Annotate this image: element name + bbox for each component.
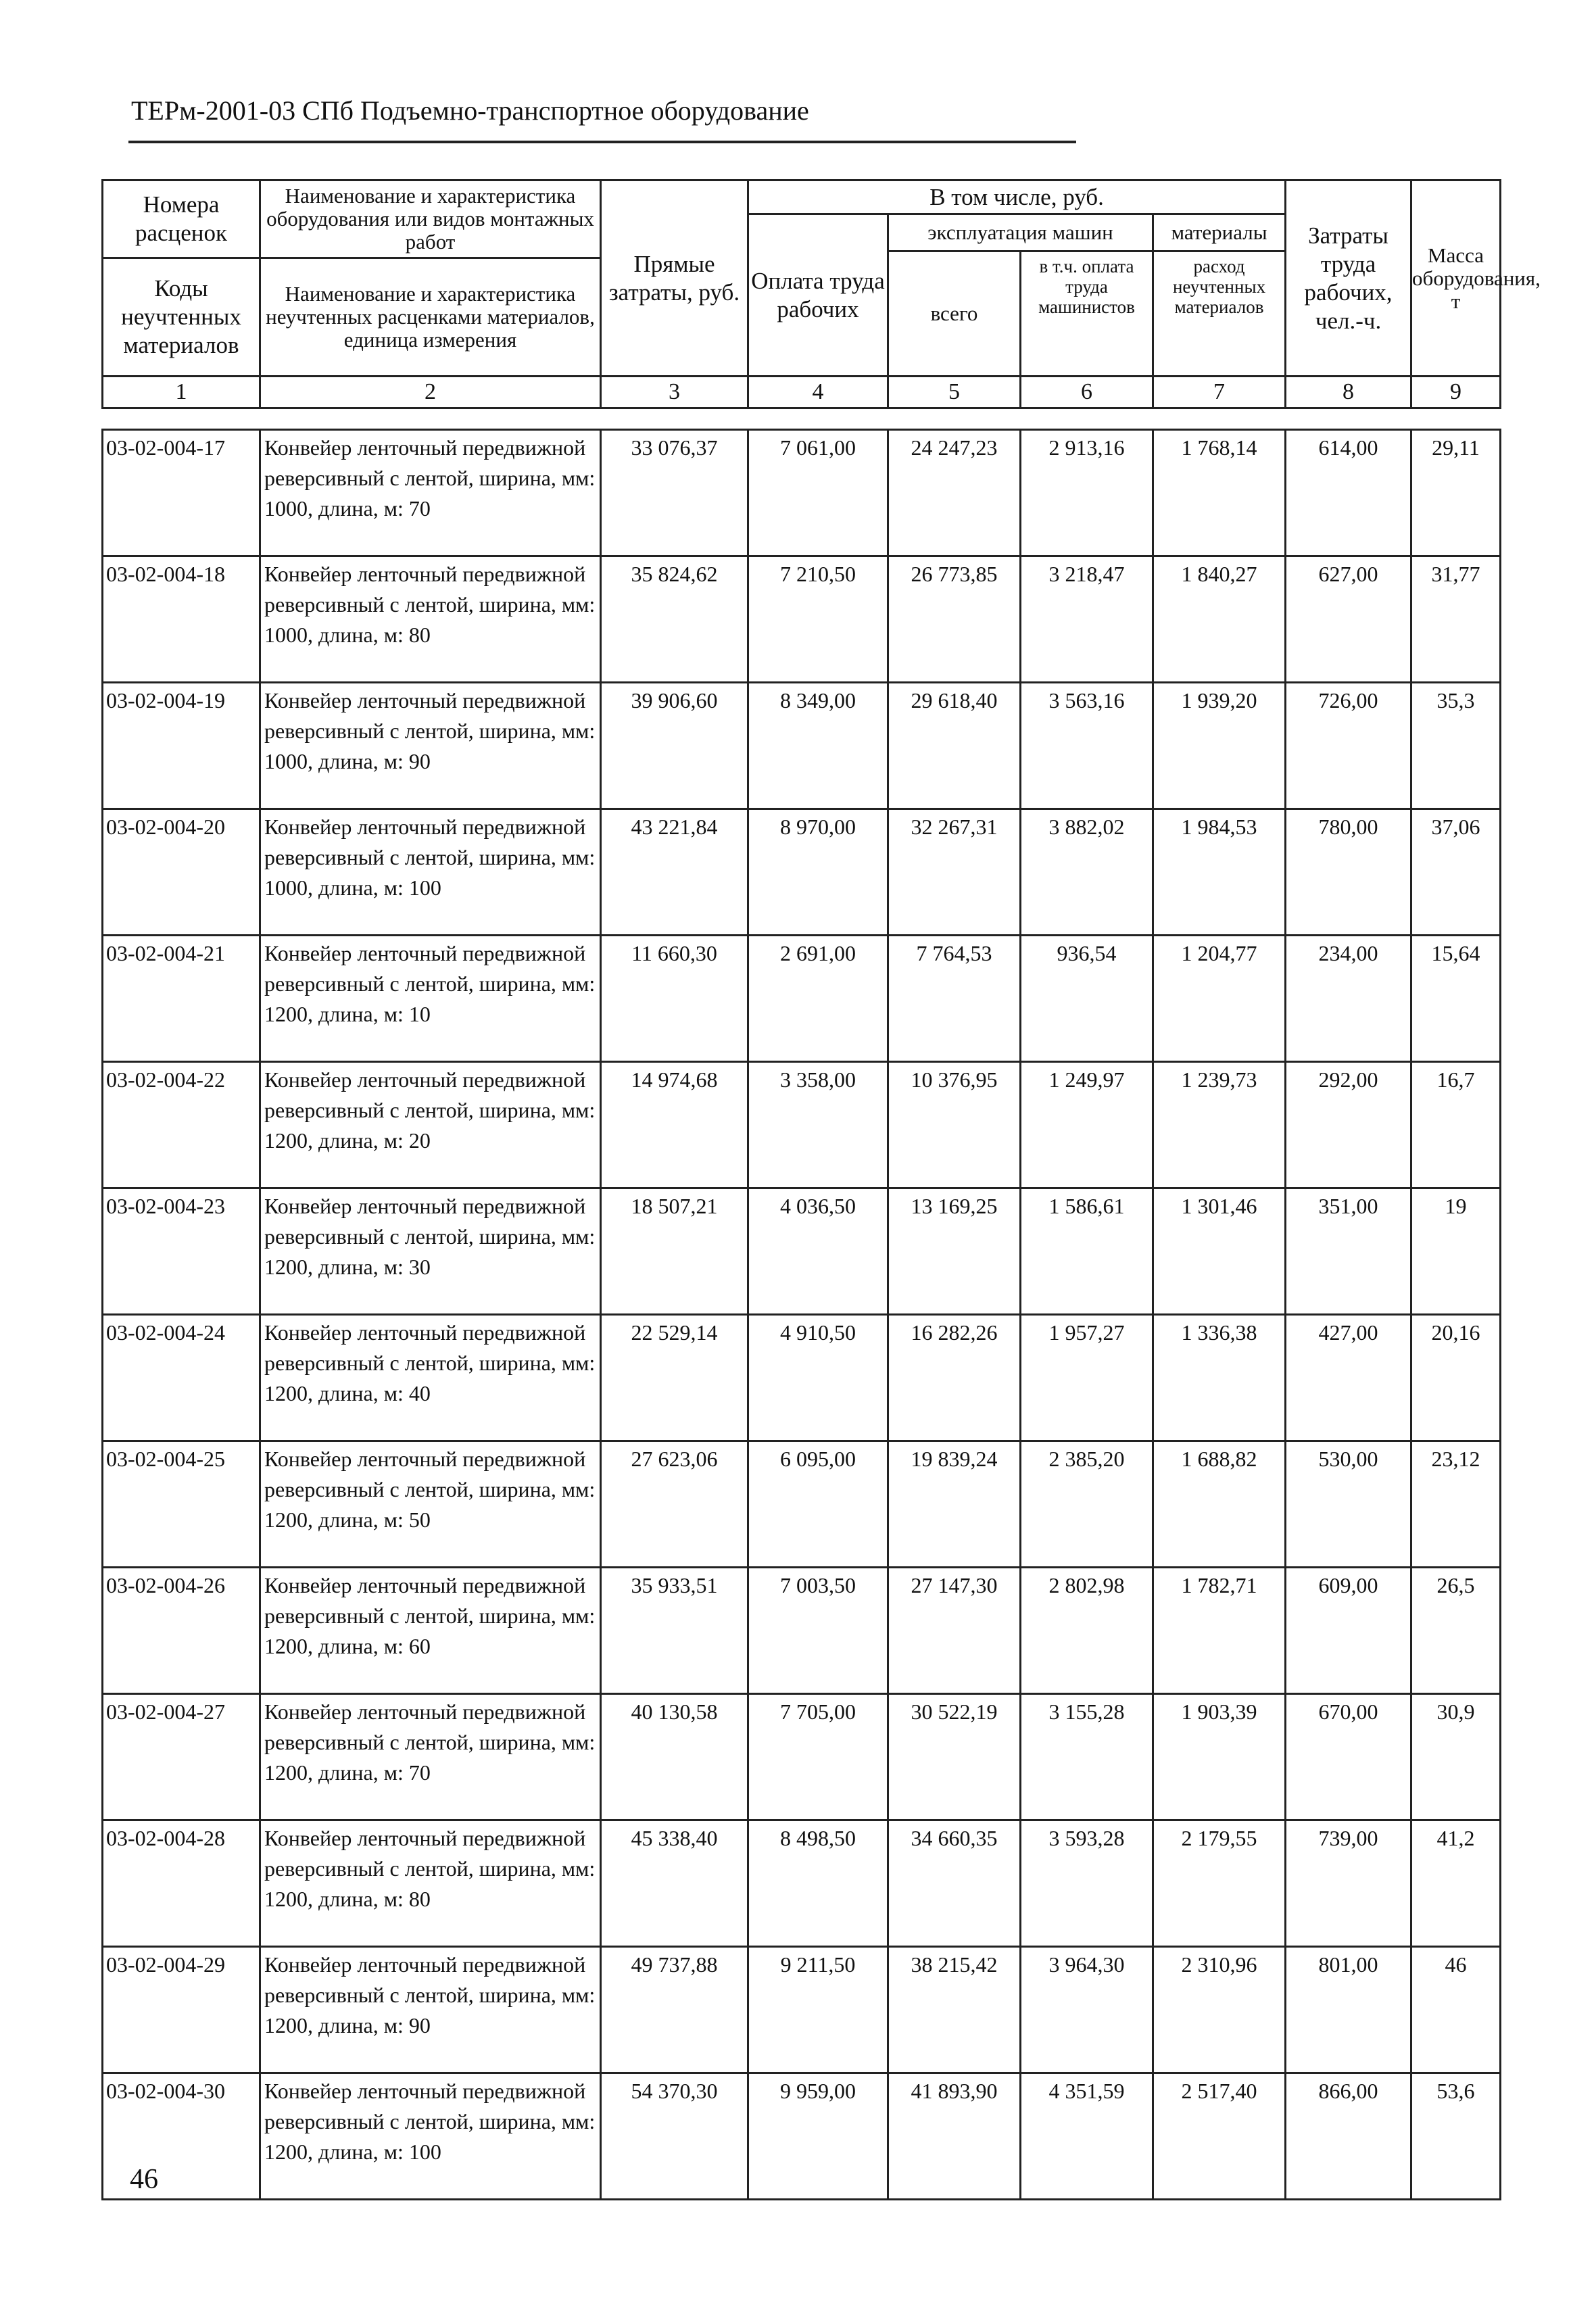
machines-total-cell: 19 839,24	[888, 1441, 1021, 1568]
worker-pay-cell: 8 970,00	[748, 809, 888, 936]
header-machinists-pay: в т.ч. оплата труда машинистов	[1021, 251, 1153, 377]
machinists-pay-cell: 1 957,27	[1021, 1315, 1153, 1441]
rate-code-cell: 03-02-004-27	[103, 1694, 260, 1820]
labor-hours-cell: 866,00	[1286, 2073, 1411, 2200]
labor-hours-cell: 234,00	[1286, 936, 1411, 1062]
column-number: 7	[1153, 377, 1286, 408]
labor-hours-cell: 670,00	[1286, 1694, 1411, 1820]
unaccounted-materials-cell: 1 688,82	[1153, 1441, 1286, 1568]
labor-hours-cell: 614,00	[1286, 430, 1411, 556]
machinists-pay-cell: 4 351,59	[1021, 2073, 1153, 2200]
rate-name-cell: Конвейер ленточный передвижной реверсивный с лентой, ширина, мм: 1200, длина, м: 10	[260, 936, 601, 1062]
header-materials: материалы	[1153, 214, 1286, 251]
page-header-title: ТЕРм-2001-03 СПб Подъемно-транспортное оборудование	[131, 95, 809, 126]
table-row	[103, 556, 1501, 683]
equipment-mass-cell: 37,06	[1411, 809, 1501, 936]
column-number: 4	[748, 377, 888, 408]
machinists-pay-cell: 3 563,16	[1021, 683, 1153, 809]
machinists-pay-cell: 1 249,97	[1021, 1062, 1153, 1188]
labor-hours-cell: 351,00	[1286, 1188, 1411, 1315]
equipment-mass-cell: 31,77	[1411, 556, 1501, 683]
header-material-names: Наименование и характеристика неучтенных расценками материалов, единица измерения	[260, 258, 601, 377]
equipment-mass-cell: 46	[1411, 1947, 1501, 2073]
header-equipment-mass: Масса оборудования, т	[1411, 180, 1501, 377]
rate-name-cell: Конвейер ленточный передвижной реверсивный с лентой, ширина, мм: 1000, длина, м: 90	[260, 683, 601, 809]
unaccounted-materials-cell: 1 840,27	[1153, 556, 1286, 683]
machinists-pay-cell: 2 385,20	[1021, 1441, 1153, 1568]
direct-costs-cell: 14 974,68	[601, 1062, 748, 1188]
direct-costs-cell: 27 623,06	[601, 1441, 748, 1568]
rate-code-cell: 03-02-004-30	[103, 2073, 260, 2200]
machinists-pay-cell: 2 913,16	[1021, 430, 1153, 556]
worker-pay-cell: 8 349,00	[748, 683, 888, 809]
equipment-mass-cell: 16,7	[1411, 1062, 1501, 1188]
column-number: 6	[1021, 377, 1153, 408]
table-row	[103, 683, 1501, 809]
table-row	[103, 1820, 1501, 1947]
direct-costs-cell: 43 221,84	[601, 809, 748, 936]
rate-name-cell: Конвейер ленточный передвижной реверсивный с лентой, ширина, мм: 1200, длина, м: 20	[260, 1062, 601, 1188]
table-header	[101, 179, 1541, 409]
machinists-pay-cell: 3 218,47	[1021, 556, 1153, 683]
labor-hours-cell: 530,00	[1286, 1441, 1411, 1568]
header-unaccounted-materials: расход неучтенных материалов	[1153, 251, 1286, 377]
machines-total-cell: 16 282,26	[888, 1315, 1021, 1441]
machines-total-cell: 13 169,25	[888, 1188, 1021, 1315]
machines-total-cell: 32 267,31	[888, 809, 1021, 936]
worker-pay-cell: 9 211,50	[748, 1947, 888, 2073]
header-work-name: Наименование и характеристика оборудования или видов монтажных работ	[260, 180, 601, 258]
machines-total-cell: 34 660,35	[888, 1820, 1021, 1947]
table-row	[103, 1568, 1501, 1694]
unaccounted-materials-cell: 1 939,20	[1153, 683, 1286, 809]
column-number: 3	[601, 377, 748, 408]
column-number: 8	[1286, 377, 1411, 408]
header-rate-numbers: Номера расценок	[103, 180, 260, 258]
rate-name-cell: Конвейер ленточный передвижной реверсивный с лентой, ширина, мм: 1200, длина, м: 50	[260, 1441, 601, 1568]
direct-costs-cell: 35 933,51	[601, 1568, 748, 1694]
labor-hours-cell: 739,00	[1286, 1820, 1411, 1947]
header-worker-pay: Оплата труда рабочих	[748, 214, 888, 377]
rate-code-cell: 03-02-004-28	[103, 1820, 260, 1947]
direct-costs-cell: 35 824,62	[601, 556, 748, 683]
rate-name-cell: Конвейер ленточный передвижной реверсивный с лентой, ширина, мм: 1000, длина, м: 70	[260, 430, 601, 556]
column-number: 1	[103, 377, 260, 408]
worker-pay-cell: 8 498,50	[748, 1820, 888, 1947]
machinists-pay-cell: 3 593,28	[1021, 1820, 1153, 1947]
rate-code-cell: 03-02-004-25	[103, 1441, 260, 1568]
equipment-mass-cell: 20,16	[1411, 1315, 1501, 1441]
table-row	[103, 809, 1501, 936]
equipment-mass-cell: 23,12	[1411, 1441, 1501, 1568]
rate-code-cell: 03-02-004-20	[103, 809, 260, 936]
worker-pay-cell: 9 959,00	[748, 2073, 888, 2200]
rate-name-cell: Конвейер ленточный передвижной реверсивный с лентой, ширина, мм: 1200, длина, м: 80	[260, 1820, 601, 1947]
rate-name-cell: Конвейер ленточный передвижной реверсивный с лентой, ширина, мм: 1200, длина, м: 100	[260, 2073, 601, 2200]
worker-pay-cell: 7 003,50	[748, 1568, 888, 1694]
machines-total-cell: 41 893,90	[888, 2073, 1021, 2200]
machines-total-cell: 29 618,40	[888, 683, 1021, 809]
machines-total-cell: 38 215,42	[888, 1947, 1021, 2073]
worker-pay-cell: 4 036,50	[748, 1188, 888, 1315]
table-row	[103, 1694, 1501, 1820]
header-material-codes: Коды неучтенных материалов	[103, 258, 260, 377]
worker-pay-cell: 4 910,50	[748, 1315, 888, 1441]
column-number: 9	[1411, 377, 1501, 408]
labor-hours-cell: 726,00	[1286, 683, 1411, 809]
equipment-mass-cell: 29,11	[1411, 430, 1501, 556]
table-row	[103, 1188, 1501, 1315]
machinists-pay-cell: 3 882,02	[1021, 809, 1153, 936]
rate-name-cell: Конвейер ленточный передвижной реверсивный с лентой, ширина, мм: 1000, длина, м: 100	[260, 809, 601, 936]
direct-costs-cell: 40 130,58	[601, 1694, 748, 1820]
table-row	[103, 936, 1501, 1062]
worker-pay-cell: 7 210,50	[748, 556, 888, 683]
machines-total-cell: 30 522,19	[888, 1694, 1021, 1820]
labor-hours-cell: 292,00	[1286, 1062, 1411, 1188]
direct-costs-cell: 22 529,14	[601, 1315, 748, 1441]
machinists-pay-cell: 3 964,30	[1021, 1947, 1153, 2073]
rate-name-cell: Конвейер ленточный передвижной реверсивный с лентой, ширина, мм: 1200, длина, м: 60	[260, 1568, 601, 1694]
rate-name-cell: Конвейер ленточный передвижной реверсивный с лентой, ширина, мм: 1200, длина, м: 90	[260, 1947, 601, 2073]
table-row	[103, 1441, 1501, 1568]
machinists-pay-cell: 1 586,61	[1021, 1188, 1153, 1315]
table-row	[103, 2073, 1501, 2200]
unaccounted-materials-cell: 1 239,73	[1153, 1062, 1286, 1188]
machinists-pay-cell: 2 802,98	[1021, 1568, 1153, 1694]
unaccounted-materials-cell: 2 179,55	[1153, 1820, 1286, 1947]
rate-code-cell: 03-02-004-29	[103, 1947, 260, 2073]
labor-hours-cell: 780,00	[1286, 809, 1411, 936]
direct-costs-cell: 18 507,21	[601, 1188, 748, 1315]
worker-pay-cell: 6 095,00	[748, 1441, 888, 1568]
worker-pay-cell: 3 358,00	[748, 1062, 888, 1188]
labor-hours-cell: 427,00	[1286, 1315, 1411, 1441]
rate-code-cell: 03-02-004-21	[103, 936, 260, 1062]
direct-costs-cell: 11 660,30	[601, 936, 748, 1062]
table-row	[103, 430, 1501, 556]
header-machines-total: всего	[888, 251, 1021, 377]
labor-hours-cell: 801,00	[1286, 1947, 1411, 2073]
direct-costs-cell: 45 338,40	[601, 1820, 748, 1947]
rate-name-cell: Конвейер ленточный передвижной реверсивный с лентой, ширина, мм: 1200, длина, м: 30	[260, 1188, 601, 1315]
direct-costs-cell: 49 737,88	[601, 1947, 748, 2073]
header-labor-hours: Затраты труда рабочих, чел.-ч.	[1286, 180, 1411, 377]
equipment-mass-cell: 26,5	[1411, 1568, 1501, 1694]
rate-code-cell: 03-02-004-24	[103, 1315, 260, 1441]
header-direct-costs: Прямые затраты, руб.	[601, 180, 748, 377]
table-row	[103, 1947, 1501, 2073]
direct-costs-cell: 33 076,37	[601, 430, 748, 556]
rates-table	[101, 429, 1501, 2200]
equipment-mass-cell: 35,3	[1411, 683, 1501, 809]
labor-hours-cell: 627,00	[1286, 556, 1411, 683]
header-including: В том числе, руб.	[748, 180, 1286, 214]
rate-code-cell: 03-02-004-18	[103, 556, 260, 683]
unaccounted-materials-cell: 1 301,46	[1153, 1188, 1286, 1315]
header-rule	[128, 141, 1076, 143]
rate-code-cell: 03-02-004-17	[103, 430, 260, 556]
worker-pay-cell: 2 691,00	[748, 936, 888, 1062]
labor-hours-cell: 609,00	[1286, 1568, 1411, 1694]
worker-pay-cell: 7 705,00	[748, 1694, 888, 1820]
unaccounted-materials-cell: 1 336,38	[1153, 1315, 1286, 1441]
rate-code-cell: 03-02-004-19	[103, 683, 260, 809]
equipment-mass-cell: 30,9	[1411, 1694, 1501, 1820]
equipment-mass-cell: 53,6	[1411, 2073, 1501, 2200]
unaccounted-materials-cell: 1 903,39	[1153, 1694, 1286, 1820]
machinists-pay-cell: 936,54	[1021, 936, 1153, 1062]
rate-name-cell: Конвейер ленточный передвижной реверсивный с лентой, ширина, мм: 1200, длина, м: 70	[260, 1694, 601, 1820]
table-row	[103, 1315, 1501, 1441]
equipment-mass-cell: 15,64	[1411, 936, 1501, 1062]
unaccounted-materials-cell: 2 517,40	[1153, 2073, 1286, 2200]
unaccounted-materials-cell: 2 310,96	[1153, 1947, 1286, 2073]
machinists-pay-cell: 3 155,28	[1021, 1694, 1153, 1820]
machines-total-cell: 10 376,95	[888, 1062, 1021, 1188]
column-number: 5	[888, 377, 1021, 408]
table-row	[103, 1062, 1501, 1188]
rate-code-cell: 03-02-004-23	[103, 1188, 260, 1315]
equipment-mass-cell: 41,2	[1411, 1820, 1501, 1947]
machines-total-cell: 27 147,30	[888, 1568, 1021, 1694]
machines-total-cell: 24 247,23	[888, 430, 1021, 556]
rate-name-cell: Конвейер ленточный передвижной реверсивный с лентой, ширина, мм: 1000, длина, м: 80	[260, 556, 601, 683]
machines-total-cell: 26 773,85	[888, 556, 1021, 683]
page-number: 46	[130, 2164, 158, 2195]
direct-costs-cell: 39 906,60	[601, 683, 748, 809]
header-machine-exploitation: эксплуатация машин	[888, 214, 1153, 251]
unaccounted-materials-cell: 1 204,77	[1153, 936, 1286, 1062]
rate-name-cell: Конвейер ленточный передвижной реверсивный с лентой, ширина, мм: 1200, длина, м: 40	[260, 1315, 601, 1441]
unaccounted-materials-cell: 1 768,14	[1153, 430, 1286, 556]
machines-total-cell: 7 764,53	[888, 936, 1021, 1062]
rate-code-cell: 03-02-004-22	[103, 1062, 260, 1188]
unaccounted-materials-cell: 1 782,71	[1153, 1568, 1286, 1694]
worker-pay-cell: 7 061,00	[748, 430, 888, 556]
unaccounted-materials-cell: 1 984,53	[1153, 809, 1286, 936]
equipment-mass-cell: 19	[1411, 1188, 1501, 1315]
column-number: 2	[260, 377, 601, 408]
direct-costs-cell: 54 370,30	[601, 2073, 748, 2200]
rate-code-cell: 03-02-004-26	[103, 1568, 260, 1694]
